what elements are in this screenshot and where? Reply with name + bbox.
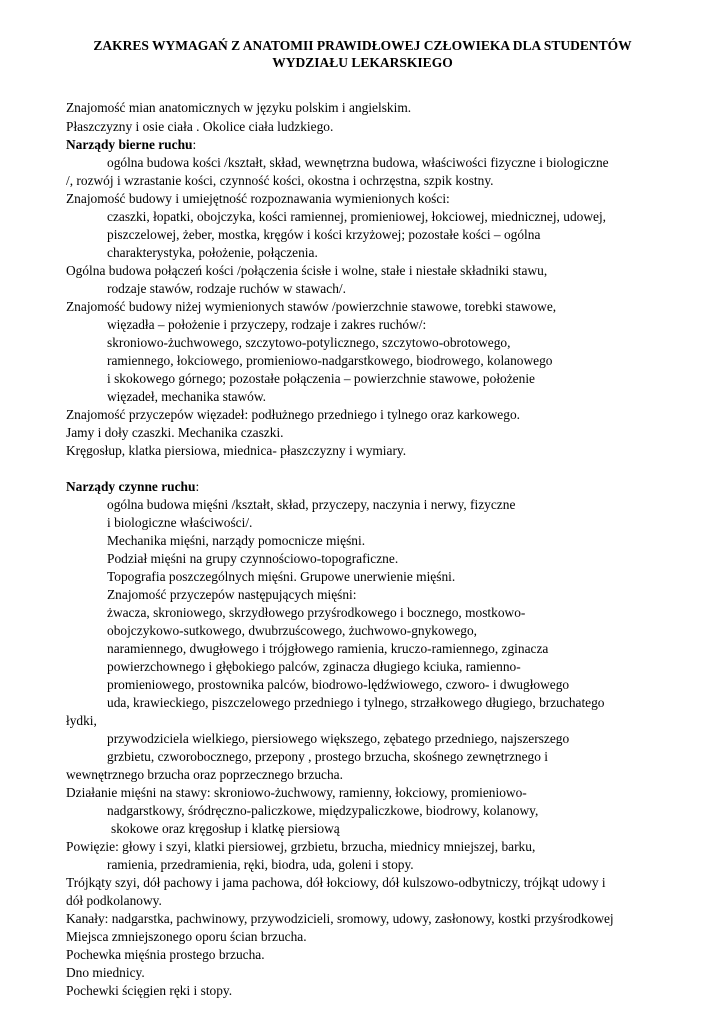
text-line: przywodziciela wielkiego, piersiowego większego, zębatego przedniego, najszerszego (107, 731, 570, 746)
text-line: Topografia poszczególnych mięśni. Grupowe unerwienie mięśni. (107, 569, 456, 584)
text-line: Płaszczyzny i osie ciała . Okolice ciała ludzkiego. (66, 119, 334, 134)
text-line: Powięzie: głowy i szyi, klatki piersiowej, grzbietu, brzucha, miednicy mniejszej, barku, (66, 839, 536, 854)
heading-text: Narządy bierne ruchu (66, 137, 193, 152)
text-line: wewnętrznego brzucha oraz poprzecznego brzucha. (66, 767, 343, 782)
text-line: grzbietu, czworobocznego, przepony , prostego brzucha, skośnego zewnętrznego i (107, 749, 548, 764)
text-line: powierzchownego i głębokiego palców, zginacza długiego kciuka, ramienno- (107, 659, 521, 674)
text-line: Miejsca zmniejszonego oporu ścian brzucha. (66, 929, 307, 944)
text-line: Kanały: nadgarstka, pachwinowy, przywodzicieli, sromowy, udowy, zasłonowy, kostki przyśrodkowej (66, 911, 614, 926)
text-line: charakterystyka, położenie, połączenia. (107, 245, 318, 260)
text-line: Znajomość przyczepów więzadeł: podłużnego przedniego i tylnego oraz karkowego. (66, 407, 520, 422)
text-line: skroniowo-żuchwowego, szczytowo-potylicznego, szczytowo-obrotowego, (107, 335, 511, 350)
text-line: Ogólna budowa połączeń kości /połączenia ścisłe i wolne, stałe i niestałe składniki stawu, (66, 263, 548, 278)
text-line: Pochewki ścięgien ręki i stopy. (66, 983, 233, 998)
text-line: ramienia, przedramienia, ręki, biodra, uda, goleni i stopy. (107, 857, 414, 872)
text-line: Znajomość budowy i umiejętność rozpoznawania wymienionych kości: (66, 191, 450, 206)
text-line: Pochewka mięśnia prostego brzucha. (66, 947, 265, 962)
text-line: rodzaje stawów, rodzaje ruchów w stawach/. (107, 281, 346, 296)
text-line: nadgarstkowy, śródręczno-paliczkowe, międzypaliczkowe, biodrowy, kolanowy, (107, 803, 539, 818)
text-line: żwacza, skroniowego, skrzydłowego przyśrodkowego i bocznego, mostkowo- (107, 605, 526, 620)
text-line: piszczelowej, żeber, mostka, kręgów i kości krzyżowej; pozostałe kości – ogólna (107, 227, 541, 242)
text-line: Dno miednicy. (66, 965, 145, 980)
text-line: Znajomość przyczepów następujących mięśni: (107, 587, 357, 602)
text-line: więzadeł, mechanika stawów. (107, 389, 267, 404)
text-line: promieniowego, prostownika palców, biodrowo-lędźwiowego, czworo- i dwugłowego (107, 677, 570, 692)
text-line: obojczykowo-sutkowego, dwubrzuścowego, żuchwowo-gnykowego, (107, 623, 478, 638)
heading-text: Narządy czynne ruchu (66, 479, 196, 494)
text-line: ogólna budowa kości /kształt, skład, wewnętrzna budowa, właściwości fizyczne i biologiczne (107, 155, 609, 170)
text-line: i skokowego górnego; pozostałe połączenia – powierzchnie stawowe, położenie (107, 371, 535, 386)
text-line: więzadła – położenie i przyczepy, rodzaje i zakres ruchów/: (107, 317, 427, 332)
title-line-1: ZAKRES WYMAGAŃ Z ANATOMII PRAWIDŁOWEJ CZŁOWIEKA DLA STUDENTÓW (93, 38, 632, 53)
text-line: Znajomość budowy niżej wymienionych stawów /powierzchnie stawowe, torebki stawowe, (66, 299, 557, 314)
text-line: naramiennego, dwugłowego i trójgłowego ramienia, kruczo-ramiennego, zginacza (107, 641, 549, 656)
section-heading-active (66, 478, 199, 496)
text-line: Trójkąty szyi, dół pachowy i jama pachowa, dół łokciowy, dół kulszowo-odbytniczy, trójkąt udowy i (66, 875, 606, 890)
text-line: Działanie mięśni na stawy: skroniowo-żuchwowy, ramienny, łokciowy, promieniowo- (66, 785, 527, 800)
text-line: Mechanika mięśni, narządy pomocnicze mięśni. (107, 533, 366, 548)
text-line: skokowe oraz kręgosłup i klatkę piersiową (111, 821, 340, 836)
heading-colon: : (192, 137, 197, 152)
text-line: dół podkolanowy. (66, 893, 162, 908)
text-line: ogólna budowa mięśni /kształt, skład, przyczepy, naczynia i nerwy, fizyczne (107, 497, 516, 512)
text-line: Podział mięśni na grupy czynnościowo-topograficzne. (107, 551, 399, 566)
text-line: /, rozwój i wzrastanie kości, czynność kości, okostna i ochrzęstna, szpik kostny. (66, 173, 494, 188)
text-line: i biologiczne właściwości/. (107, 515, 253, 530)
text-line: Jamy i doły czaszki. Mechanika czaszki. (66, 425, 284, 440)
text-line: Kręgosłup, klatka piersiowa, miednica- płaszczyzny i wymiary. (66, 443, 407, 458)
text-line: uda, krawieckiego, piszczelowego przedniego i tylnego, strzałkowego długiego, brzuchatego (107, 695, 605, 710)
heading-colon: : (195, 479, 200, 494)
section-heading-passive (66, 136, 196, 154)
text-line: Znajomość mian anatomicznych w języku polskim i angielskim. (66, 100, 412, 115)
text-line: łydki, (66, 713, 97, 728)
title-line-2: WYDZIAŁU LEKARSKIEGO (272, 55, 453, 70)
text-line: ramiennego, łokciowego, promieniowo-nadgarstkowego, biodrowego, kolanowego (107, 353, 553, 368)
document-title (40, 37, 685, 71)
text-line: czaszki, łopatki, obojczyka, kości ramiennej, promieniowej, łokciowej, miednicznej, udowej, (107, 209, 607, 224)
